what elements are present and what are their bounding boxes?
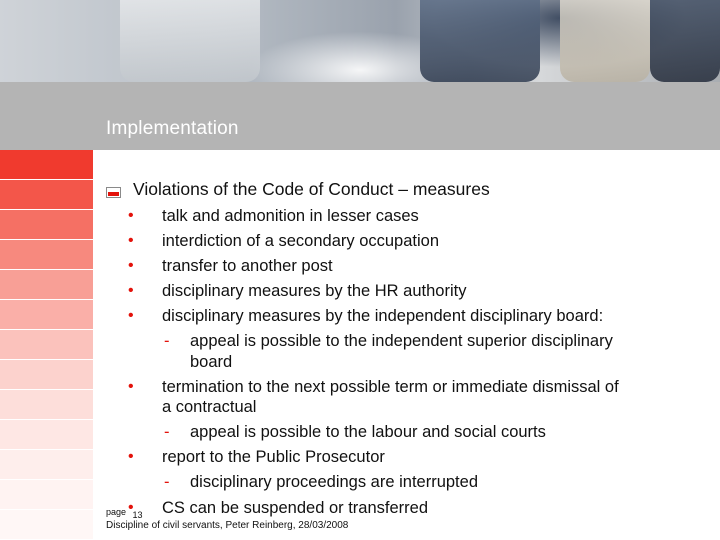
- bullet-icon: •: [128, 232, 134, 249]
- red-sidebar-segment: [0, 390, 93, 419]
- list-item-text: transfer to another post: [162, 257, 333, 275]
- red-sidebar-segment: [0, 210, 93, 239]
- red-sidebar-segment: [0, 240, 93, 269]
- square-bullet-icon: [106, 187, 121, 198]
- list-item-text: report to the Public Prosecutor: [162, 448, 385, 466]
- list-item-text: talk and admonition in lesser cases: [162, 207, 419, 225]
- section-heading-text: Violations of the Code of Conduct – measures: [133, 179, 490, 199]
- list-item-text: interdiction of a secondary occupation: [162, 232, 440, 250]
- dash-marker: -: [164, 473, 170, 491]
- red-sidebar-segment: [0, 480, 93, 509]
- bullet-icon: •: [128, 207, 134, 224]
- dash-marker: -: [164, 332, 170, 350]
- bullet-icon: •: [128, 307, 134, 324]
- slide-title: Implementation: [106, 118, 239, 139]
- list-item-continuation: a contractual: [162, 398, 257, 416]
- sub-item-text: appeal is possible to the independent superior disciplinary: [190, 332, 613, 350]
- red-sidebar-segment: [0, 360, 93, 389]
- dash-marker: -: [164, 423, 170, 441]
- bullet-icon: •: [128, 257, 134, 274]
- binder-photo-shape: [650, 0, 720, 82]
- list-item-text: disciplinary measures by the independent disciplinary board:: [162, 307, 604, 325]
- binder-photo-shape: [560, 0, 650, 82]
- footer-caption: Discipline of civil servants, Peter Reinberg, 28/03/2008: [106, 520, 349, 531]
- decorative-red-sidebar: [0, 150, 93, 540]
- binder-photo-shape: [420, 0, 540, 82]
- red-sidebar-segment: [0, 150, 93, 179]
- red-sidebar-segment: [0, 180, 93, 209]
- list-item-text: CS can be suspended or transferred: [162, 499, 428, 517]
- red-sidebar-segment: [0, 300, 93, 329]
- red-sidebar-segment: [0, 450, 93, 479]
- bullet-icon: •: [128, 448, 134, 465]
- sub-item-text: appeal is possible to the labour and social courts: [190, 423, 546, 441]
- red-sidebar-segment: [0, 510, 93, 539]
- header-photo-banner: [0, 0, 720, 82]
- red-sidebar-segment: [0, 330, 93, 359]
- red-sidebar-segment: [0, 420, 93, 449]
- binder-photo-shape: [120, 0, 260, 82]
- page-number: [106, 507, 143, 520]
- bullet-icon: •: [128, 282, 134, 299]
- list-item-text: termination to the next possible term or immediate dismissal of: [162, 378, 619, 396]
- sub-item-text: disciplinary proceedings are interrupted: [190, 473, 478, 491]
- page-number-value: 13: [132, 510, 143, 520]
- red-sidebar-segment: [0, 270, 93, 299]
- page-label: page: [106, 507, 127, 517]
- bullet-icon: •: [128, 499, 134, 516]
- sub-item-continuation: board: [190, 353, 233, 371]
- list-item-text: disciplinary measures by the HR authority: [162, 282, 467, 300]
- bullet-icon: •: [128, 378, 134, 395]
